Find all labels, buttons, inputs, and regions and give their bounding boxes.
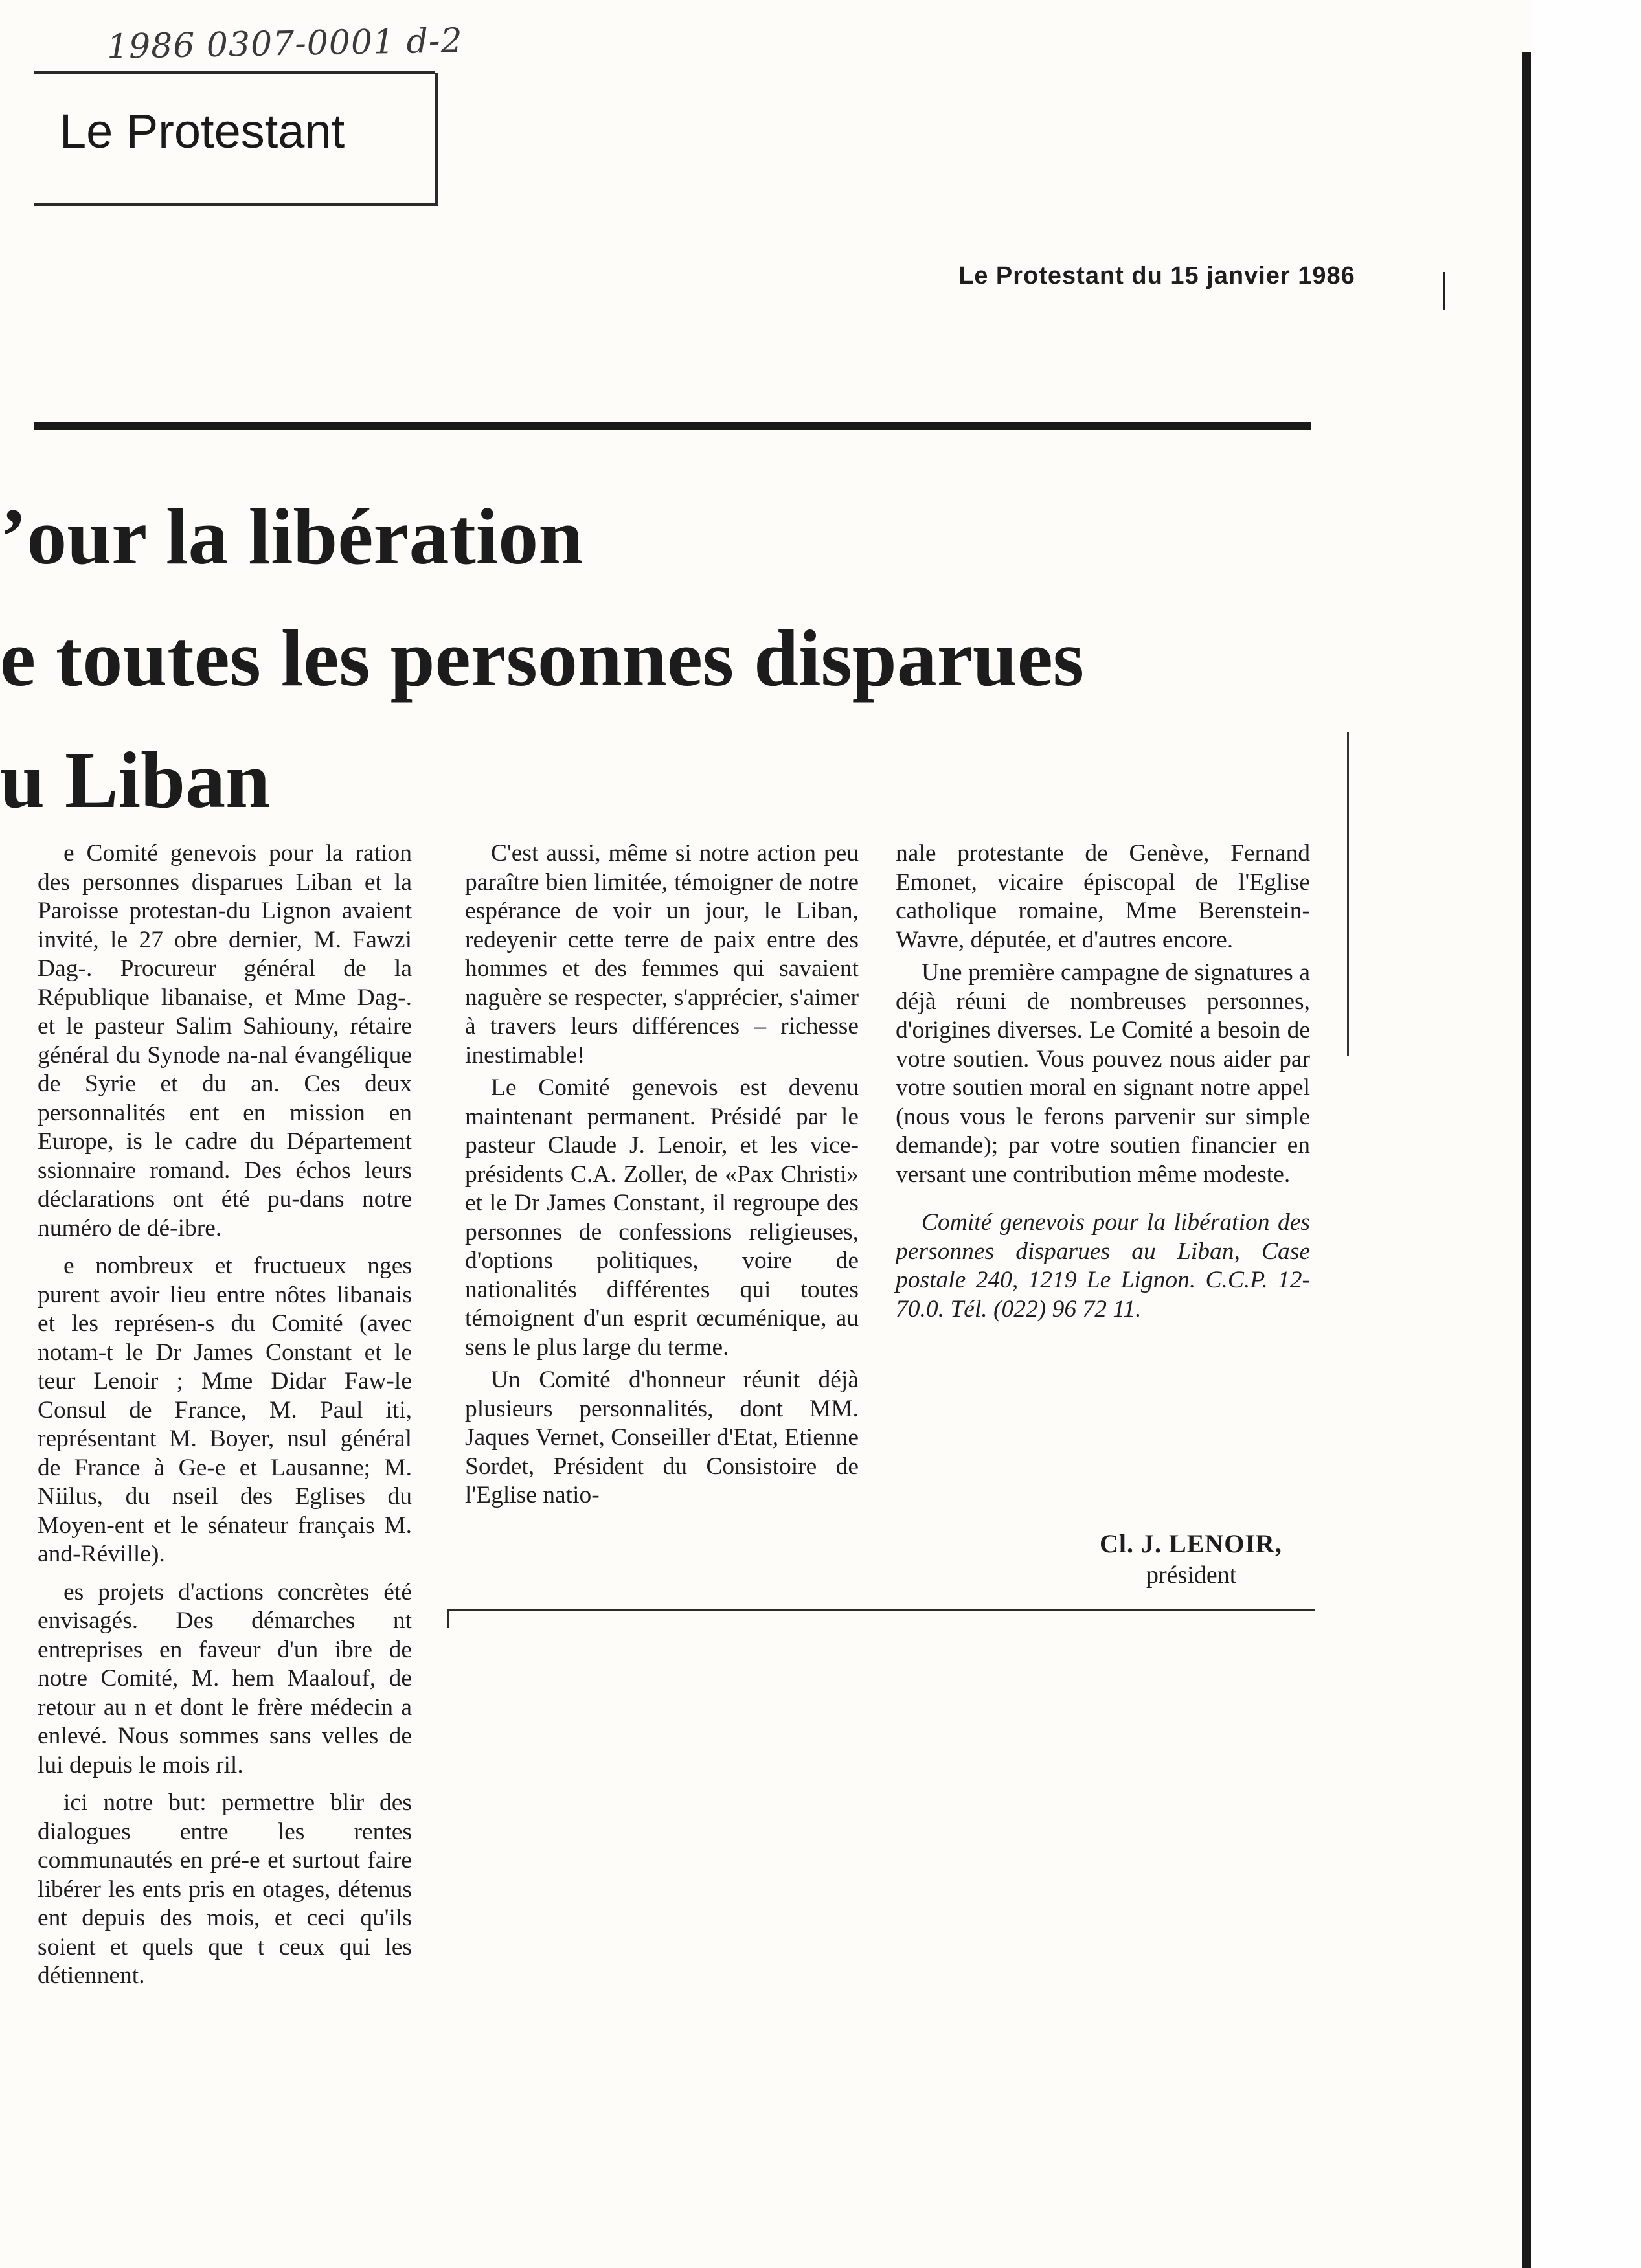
article-column-2 [465, 839, 859, 1510]
clipping-edge-mark [1347, 732, 1349, 1056]
paragraph: Une première campagne de signatures a déjà réuni de nombreuses personnes, d'origines diverses. Le Comité a besoin de votre soutien. Vous pouvez nous aider par votre soutien moral en signant notre appel (nous vous le ferons parvenir sur simple demande); par votre soutien financier en versant une contribution même modeste. [896, 959, 1310, 1188]
author-signature: Cl. J. LENOIR, [1100, 1529, 1282, 1558]
paragraph: e Comité genevois pour la ration des personnes disparues Liban et la Paroisse protestan-du Lignon avaient invité, le 27 obre dernier, M. Fawzi Dag-. Procureur général de la République libanaise, et Mme Dag-. et le pasteur Salim Sahiouny, rétaire général du Synode na-nal évangélique de Syrie et du an. Ces deux personnalités ent en mission en Europe, is le cadre du Département ssionnaire romand. Des échos leurs déclarations ont été pu-dans notre numéro de dé-ibre. [38, 840, 412, 1242]
masthead-logo: Le Protestant [60, 104, 345, 158]
headline [0, 476, 1295, 841]
paragraph: C'est aussi, même si notre action peu paraître bien limitée, témoigner de notre espérance de voir un jour, le Liban, redeyenir cette terre de paix entre des hommes et des femmes qui savaient naguère se respecter, s'apprécier, s'aimer à travers leurs différences – richesse inestimable! [465, 840, 859, 1069]
page-edge-shadow [1522, 52, 1531, 2268]
paragraph: es projets d'actions concrètes été envisagés. Des démarches nt entreprises en faveur d'un ibre de notre Comité, M. hem Maalouf, de retour au n et dont le frère médecin a enlevé. Nous sommes sans velles de lui depuis le mois ril. [38, 1578, 412, 1778]
bottom-rule-tick [447, 1609, 449, 1628]
dateline: Le Protestant du 15 janvier 1986 [958, 262, 1355, 289]
headline-line-1: ’our la libération [0, 492, 583, 581]
headline-line-3: u Liban [0, 736, 271, 824]
handwritten-archive-reference: 1986 0307-0001 d-2 [106, 21, 464, 67]
heading-rule [34, 422, 1311, 430]
author-title: président [1146, 1561, 1237, 1589]
article-column-3 [896, 839, 1310, 1324]
scan-margin [1531, 0, 1641, 2268]
article-column-1 [38, 839, 412, 2000]
paragraph: Un Comité d'honneur réunit déjà plusieurs personnalités, dont MM. Jaques Vernet, Conseiller d'Etat, Etienne Sordet, Président du Consistoire de l'Eglise natio- [465, 1366, 859, 1508]
bottom-rule [447, 1609, 1315, 1611]
committee-address: Comité genevois pour la libération des personnes disparues au Liban, Case postale 240, 1219 Le Lignon. C.C.P. 12-70.0. Tél. (022) 96 72 11. [896, 1209, 1310, 1322]
paragraph: Le Comité genevois est devenu maintenant permanent. Présidé par le pasteur Claude J. Lenoir, et les vice-présidents C.A. Zoller, de «Pax Christi» et le Dr James Constant, il regroupe des personnes de confessions religieuses, d'options politiques, voire de nationalités différentes qui toutes témoignent d'un esprit œcuménique, au sens le plus large du terme. [465, 1074, 859, 1361]
paragraph: ici notre but: permettre blir des dialogues entre les rentes communautés en pré-e et surtout faire libérer les ents pris en otages, détenus ent depuis des mois, et ceci qu'ils soient et quels que t ceux qui les détiennent. [38, 1789, 412, 1989]
headline-line-2: e toutes les personnes disparues [0, 614, 1085, 703]
paragraph: e nombreux et fructueux nges purent avoir lieu entre nôtes libanais et les représen-s du Comité (avec notam-t le Dr James Constant et le teur Lenoir ; Mme Didar Faw-le Consul de France, M. Paul iti, représentant M. Boyer, nsul général de France à Ge-e et Lausanne; M. Niilus, du nseil des Eglises du Moyen-ent et le sénateur français M. and-Réville). [38, 1253, 412, 1567]
dateline-tick [1443, 272, 1445, 310]
paragraph: nale protestante de Genève, Fernand Emonet, vicaire épiscopal de l'Eglise catholique romaine, Mme Berenstein-Wavre, députée, et d'autres encore. [896, 840, 1310, 953]
